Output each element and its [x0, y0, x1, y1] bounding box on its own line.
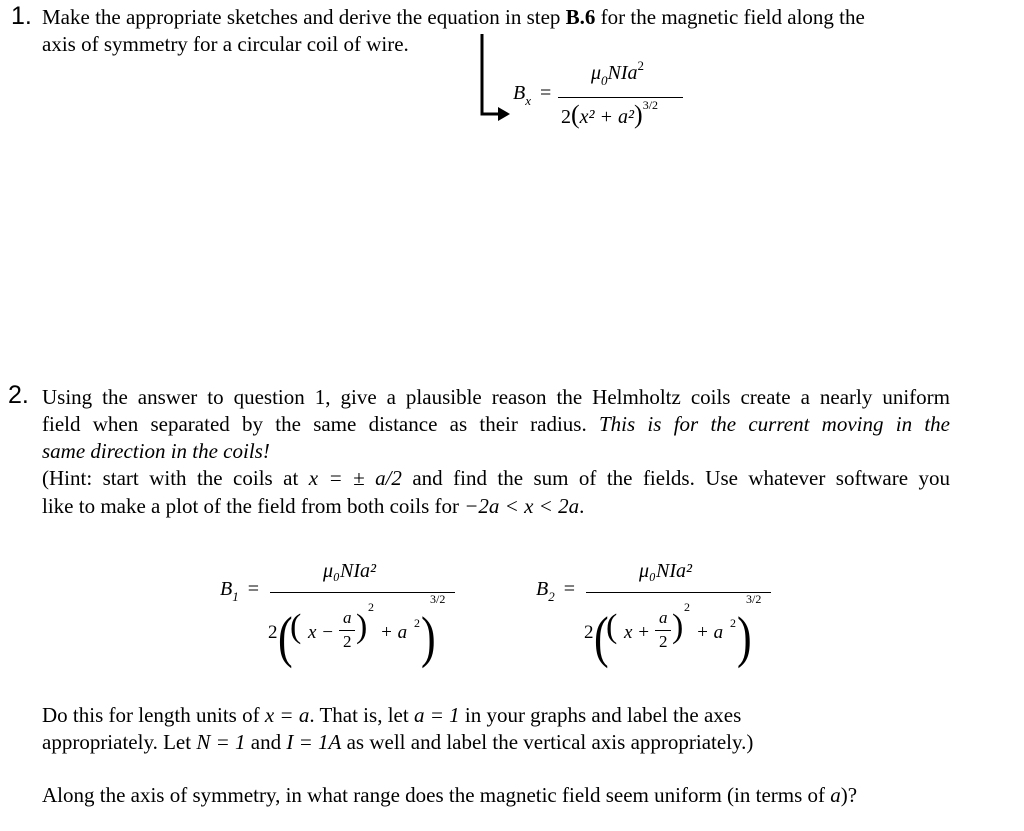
- formula-bx: $B_x$ = $\mu_0NIa^2$ $2(x^2 + a^2)^{3/2}$: [513, 62, 693, 132]
- final-question: Along the axis of symmetry, in what range does the magnetic field seem uniform (in terms of a)?: [42, 783, 858, 807]
- question-2-number: 2.: [8, 381, 29, 409]
- formula-b1: $B_1$ = μ₀NIa² 2 ( ( x − a 2 ) 2 + a 2 ) 3/2: [220, 560, 470, 670]
- step-reference: B.6: [565, 5, 596, 29]
- formula-b2-denominator: 2 ( ( x + a 2 ) 2 + a 2 ) 3/2: [584, 592, 762, 669]
- question-2-line-3: same direction in the coils!: [42, 439, 270, 463]
- units-line-2: appropriately. Let N = 1 and I = 1A as well and label the vertical axis appropriately.): [42, 730, 754, 754]
- formula-b1-denominator: 2 ( ( x − a 2 ) 2 + a 2 ) 3/2: [268, 592, 446, 669]
- question-1-line-2: axis of symmetry for a circular coil of wire.: [42, 32, 409, 56]
- question-2-line-2: field when separated by the same distance as their radius. This is for the current moving in the: [42, 412, 950, 436]
- formula-b2-numerator: μ₀NIa²: [639, 560, 692, 582]
- formula-bx-numerator: $\mu_0NIa^2$: [591, 58, 645, 88]
- formula-b1-numerator: μ₀NIa²: [323, 560, 376, 582]
- formula-b2: $B_2$ = μ₀NIa² 2 ( ( x + a 2 ) 2 + a 2 ) 3/2: [536, 560, 786, 670]
- units-line-1: Do this for length units of x = a. That is, let a = 1 in your graphs and label the axes: [42, 703, 742, 727]
- question-2-hint-line-2: like to make a plot of the field from both coils for −2a < x < 2a.: [42, 494, 585, 518]
- formula-bx-denominator: $2(x^2 + a^2)^{3/2}$: [561, 98, 659, 129]
- question-2-hint-line-1: (Hint: start with the coils at x = ± a/2 and find the sum of the fields. Use whatever software you: [42, 466, 951, 490]
- question-1-line-1: Make the appropriate sketches and derive the equation in step B.6 for the magnetic field along the: [42, 5, 865, 29]
- question-2-line-1: Using the answer to question 1, give a plausible reason the Helmholtz coils create a nearly uniform: [42, 385, 950, 409]
- question-1-number: 1.: [11, 2, 32, 30]
